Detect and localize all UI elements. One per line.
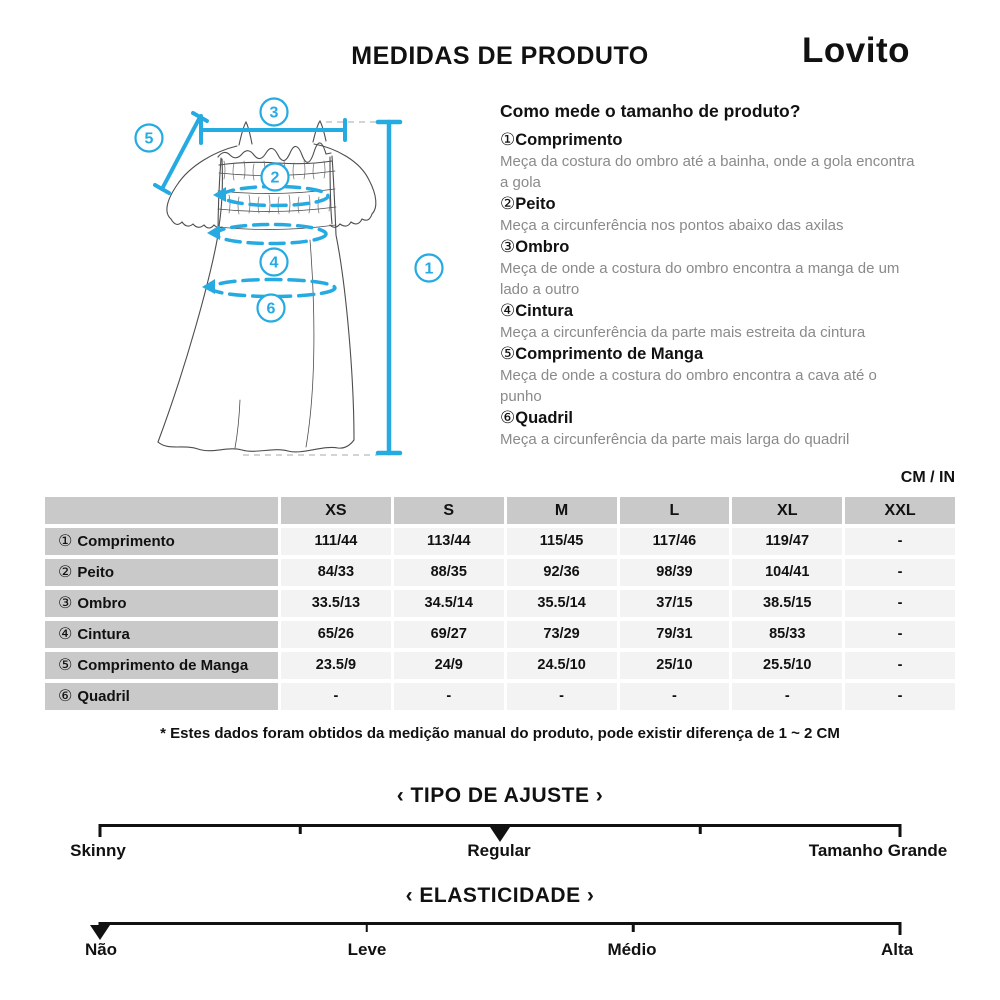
circled-number: ⑥ bbox=[58, 688, 73, 705]
circled-number: ① bbox=[58, 533, 73, 550]
badge-waist: 4 bbox=[269, 254, 279, 272]
guide-item-title: ⑤Comprimento de Manga bbox=[500, 344, 704, 363]
table-value: 23.5/9 bbox=[281, 652, 391, 679]
elasticity-scale-labels bbox=[0, 940, 1000, 962]
elasticity-label-alta: Alta bbox=[880, 940, 914, 959]
row-label: ② Peito bbox=[45, 559, 278, 586]
measure-line-length bbox=[378, 122, 400, 453]
table-value: 38.5/15 bbox=[732, 590, 842, 617]
measure-ellipse-waist bbox=[216, 225, 326, 244]
row-label: ① Comprimento bbox=[45, 528, 278, 555]
table-value: 113/44 bbox=[394, 528, 504, 555]
row-label: ⑥ Quadril bbox=[45, 683, 278, 710]
column-header: M bbox=[507, 497, 617, 524]
scale-tick bbox=[299, 824, 302, 834]
table-value: - bbox=[845, 590, 955, 617]
guide-item-title: ③Ombro bbox=[500, 237, 570, 256]
unit-label: CM / IN bbox=[900, 469, 955, 486]
guide-heading: Como mede o tamanho de produto? bbox=[500, 101, 801, 121]
guide-item-desc: Meça a circunferência nos pontos abaixo das axilas bbox=[500, 217, 844, 234]
table-value: 25.5/10 bbox=[732, 652, 842, 679]
scale-tick bbox=[632, 922, 635, 932]
badge-shoulder: 3 bbox=[269, 104, 279, 122]
scale-tick bbox=[365, 922, 368, 932]
fit-marker-triangle-icon bbox=[490, 827, 510, 842]
table-value: - bbox=[845, 559, 955, 586]
guide-item-desc: Meça a circunferência da parte mais estreita da cintura bbox=[500, 324, 866, 341]
elasticity-label-leve: Leve bbox=[347, 940, 387, 959]
ellipse-arrowheads bbox=[202, 187, 226, 294]
table-value: 35.5/14 bbox=[507, 590, 617, 617]
circled-number: ③ bbox=[500, 237, 516, 256]
table-value: 104/41 bbox=[732, 559, 842, 586]
fit-scale-line bbox=[100, 824, 900, 827]
column-header: XXL bbox=[845, 497, 955, 524]
table-value: - bbox=[281, 683, 391, 710]
table-value: - bbox=[394, 683, 504, 710]
table-value: - bbox=[845, 621, 955, 648]
circled-number: ⑤ bbox=[58, 657, 73, 674]
scale-tick bbox=[899, 824, 902, 837]
guide-item-desc: Meça de onde a costura do ombro encontra a cava até o punho bbox=[500, 367, 877, 405]
table-value: - bbox=[845, 683, 955, 710]
table-value: 73/29 bbox=[507, 621, 617, 648]
row-label: ⑤ Comprimento de Manga bbox=[45, 652, 278, 679]
table-value: 117/46 bbox=[620, 528, 730, 555]
table-value: 24.5/10 bbox=[507, 652, 617, 679]
guide-item-desc: Meça a circunferência da parte mais larga do quadril bbox=[500, 431, 850, 448]
elasticity-scale-title: ‹ ELASTICIDADE › bbox=[405, 884, 595, 907]
column-header: L bbox=[620, 497, 730, 524]
table-value: - bbox=[845, 528, 955, 555]
table-value: - bbox=[732, 683, 842, 710]
circled-number: ⑤ bbox=[500, 344, 516, 363]
circled-number: ④ bbox=[58, 626, 73, 643]
guide-item-title: ②Peito bbox=[500, 194, 556, 213]
scale-tick bbox=[899, 922, 902, 935]
table-value: - bbox=[620, 683, 730, 710]
badge-sleeve: 5 bbox=[144, 130, 154, 148]
table-value: 98/39 bbox=[620, 559, 730, 586]
circled-number: ① bbox=[500, 130, 516, 149]
table-value: 37/15 bbox=[620, 590, 730, 617]
fit-label-tamanho-grande: Tamanho Grande bbox=[808, 841, 948, 860]
circled-number: ⑥ bbox=[500, 408, 516, 427]
row-label: ④ Cintura bbox=[45, 621, 278, 648]
guide-item-title: ⑥Quadril bbox=[500, 408, 574, 427]
elasticity-label-medio: Médio bbox=[607, 940, 657, 959]
elasticity-scale-line bbox=[100, 922, 900, 925]
guide-item-desc: Meça da costura do ombro até a bainha, onde a gola encontra a gola bbox=[500, 153, 915, 191]
lovito-logo: Lovito bbox=[802, 31, 910, 70]
elasticity-label-nao: Não bbox=[84, 940, 118, 959]
table-value: 79/31 bbox=[620, 621, 730, 648]
table-value: 34.5/14 bbox=[394, 590, 504, 617]
scale-tick bbox=[699, 824, 702, 834]
circled-number: ② bbox=[58, 564, 73, 581]
size-table bbox=[45, 497, 955, 710]
table-value: 115/45 bbox=[507, 528, 617, 555]
table-value: 92/36 bbox=[507, 559, 617, 586]
circled-number: ③ bbox=[58, 595, 73, 612]
fit-label-skinny: Skinny bbox=[70, 841, 126, 860]
page-title: MEDIDAS DE PRODUTO bbox=[351, 42, 649, 70]
measurement-note: * Estes dados foram obtidos da medição manual do produto, pode existir diferença de 1 ~ 2 CM bbox=[160, 725, 840, 742]
fit-scale-title: ‹ TIPO DE AJUSTE › bbox=[396, 784, 604, 807]
table-value: 65/26 bbox=[281, 621, 391, 648]
circled-number: ④ bbox=[500, 301, 516, 320]
table-value: 25/10 bbox=[620, 652, 730, 679]
table-value: 69/27 bbox=[394, 621, 504, 648]
row-label: ③ Ombro bbox=[45, 590, 278, 617]
table-value: 119/47 bbox=[732, 528, 842, 555]
guide-item-desc: Meça de onde a costura do ombro encontra a manga de um lado a outro bbox=[500, 260, 900, 298]
table-value: - bbox=[845, 652, 955, 679]
circled-number: ② bbox=[500, 194, 516, 213]
table-value: 88/35 bbox=[394, 559, 504, 586]
column-header: XL bbox=[732, 497, 842, 524]
table-corner-cell bbox=[45, 497, 278, 524]
badge-hip: 6 bbox=[266, 300, 276, 318]
column-header: S bbox=[394, 497, 504, 524]
fit-scale-labels bbox=[0, 841, 1000, 863]
fit-label-regular: Regular bbox=[467, 841, 531, 860]
table-value: 24/9 bbox=[394, 652, 504, 679]
dress-measurement-diagram bbox=[118, 95, 463, 470]
elasticity-marker-triangle-icon bbox=[90, 925, 110, 940]
table-value: - bbox=[507, 683, 617, 710]
table-value: 84/33 bbox=[281, 559, 391, 586]
measure-guide bbox=[500, 101, 915, 450]
table-value: 33.5/13 bbox=[281, 590, 391, 617]
table-value: 111/44 bbox=[281, 528, 391, 555]
column-header: XS bbox=[281, 497, 391, 524]
badge-bust: 2 bbox=[270, 169, 280, 187]
badge-length: 1 bbox=[424, 260, 434, 278]
table-value: 85/33 bbox=[732, 621, 842, 648]
scale-tick bbox=[99, 824, 102, 837]
guide-item-title: ①Comprimento bbox=[500, 130, 623, 149]
guide-item-title: ④Cintura bbox=[500, 301, 573, 320]
